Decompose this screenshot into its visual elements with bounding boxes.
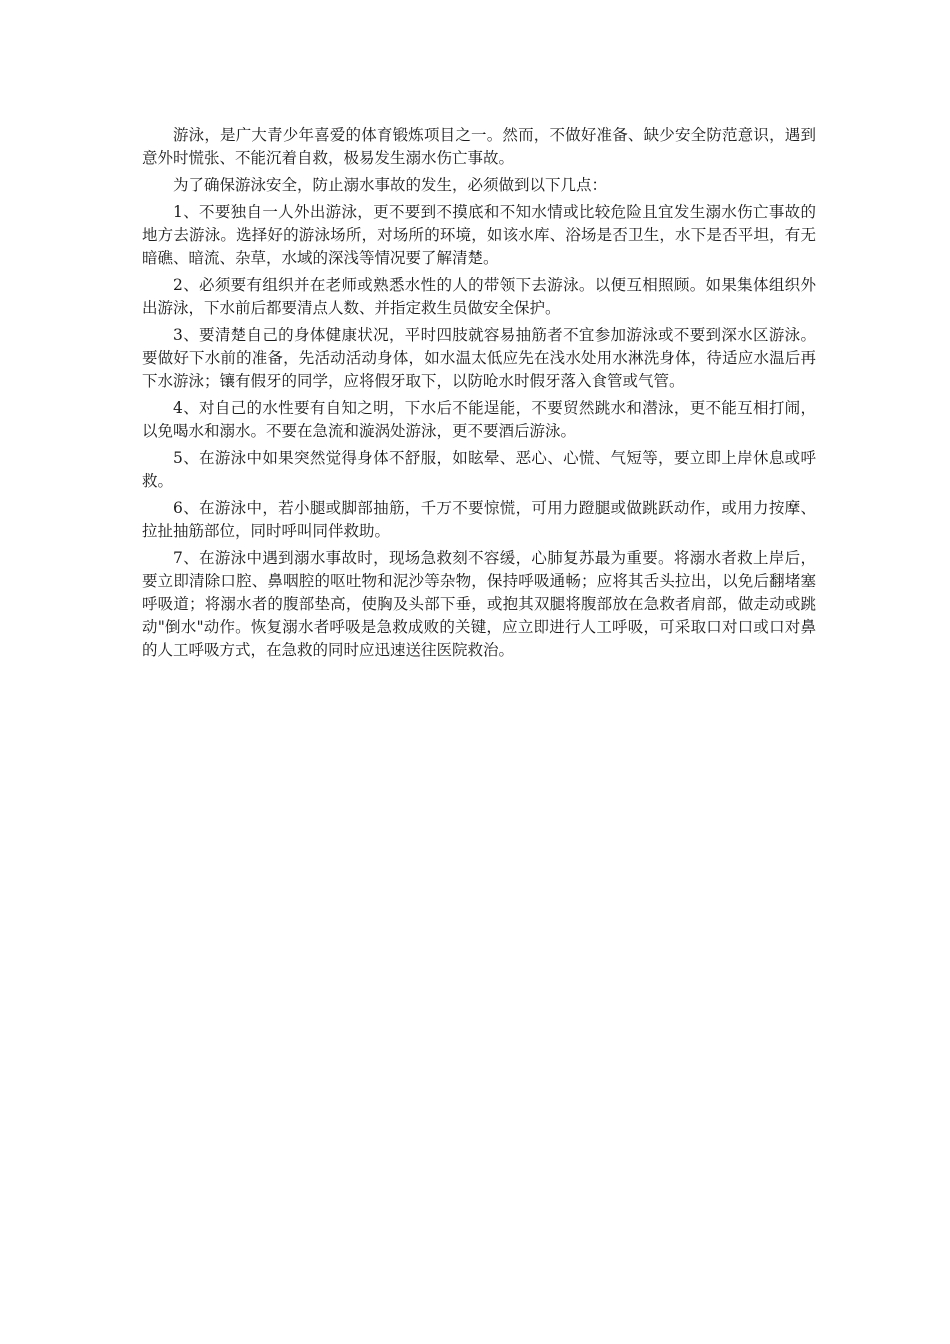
rule-4-paragraph: 4、对自己的水性要有自知之明，下水后不能逞能，不要贸然跳水和潜泳，更不能互相打闹，以免喝水和溺水。不要在急流和漩涡处游泳，更不要酒后游泳。 [142, 399, 816, 440]
rule-5-paragraph: 5、在游泳中如果突然觉得身体不舒服，如眩晕、恶心、心慌、气短等，要立即上岸休息或呼救。 [142, 449, 816, 490]
rule-2-paragraph: 2、必须要有组织并在老师或熟悉水性的人的带领下去游泳。以便互相照顾。如果集体组织外出游泳，下水前后都要清点人数、并指定救生员做安全保护。 [142, 276, 816, 317]
document-body [142, 124, 816, 662]
lead-in-paragraph: 为了确保游泳安全，防止溺水事故的发生，必须做到以下几点： [173, 176, 608, 194]
rule-6-paragraph: 6、在游泳中，若小腿或脚部抽筋，千万不要惊慌，可用力蹬腿或做跳跃动作，或用力按摩、拉扯抽筋部位，同时呼叫同伴救助。 [142, 499, 816, 540]
intro-paragraph: 游泳，是广大青少年喜爱的体育锻炼项目之一。然而，不做好准备、缺少安全防范意识，遇到意外时慌张、不能沉着自救，极易发生溺水伤亡事故。 [142, 126, 816, 167]
rule-3-paragraph: 3、要清楚自己的身体健康状况，平时四肢就容易抽筋者不宜参加游泳或不要到深水区游泳。要做好下水前的准备，先活动活动身体，如水温太低应先在浅水处用水淋洗身体，待适应水温后再下水游泳；镶有假牙的同学，应将假牙取下，以防呛水时假牙落入食管或气管。 [142, 326, 816, 390]
rule-1-paragraph: 1、不要独自一人外出游泳，更不要到不摸底和不知水情或比较危险且宜发生溺水伤亡事故的地方去游泳。选择好的游泳场所，对场所的环境，如该水库、浴场是否卫生，水下是否平坦，有无暗礁、暗流、杂草，水域的深浅等情况要了解清楚。 [142, 203, 816, 267]
rule-7-paragraph: 7、在游泳中遇到溺水事故时，现场急救刻不容缓，心肺复苏最为重要。将溺水者救上岸后，要立即清除口腔、鼻咽腔的呕吐物和泥沙等杂物，保持呼吸通畅；应将其舌头拉出，以免后翻堵塞呼吸道；将溺水者的腹部垫高，使胸及头部下垂，或抱其双腿将腹部放在急救者肩部，做走动或跳动"倒水"动作。恢复溺水者呼吸是急救成败的关键，应立即进行人工呼吸，可采取口对口或口对鼻的人工呼吸方式，在急救的同时应迅速送往医院救治。 [142, 549, 816, 659]
